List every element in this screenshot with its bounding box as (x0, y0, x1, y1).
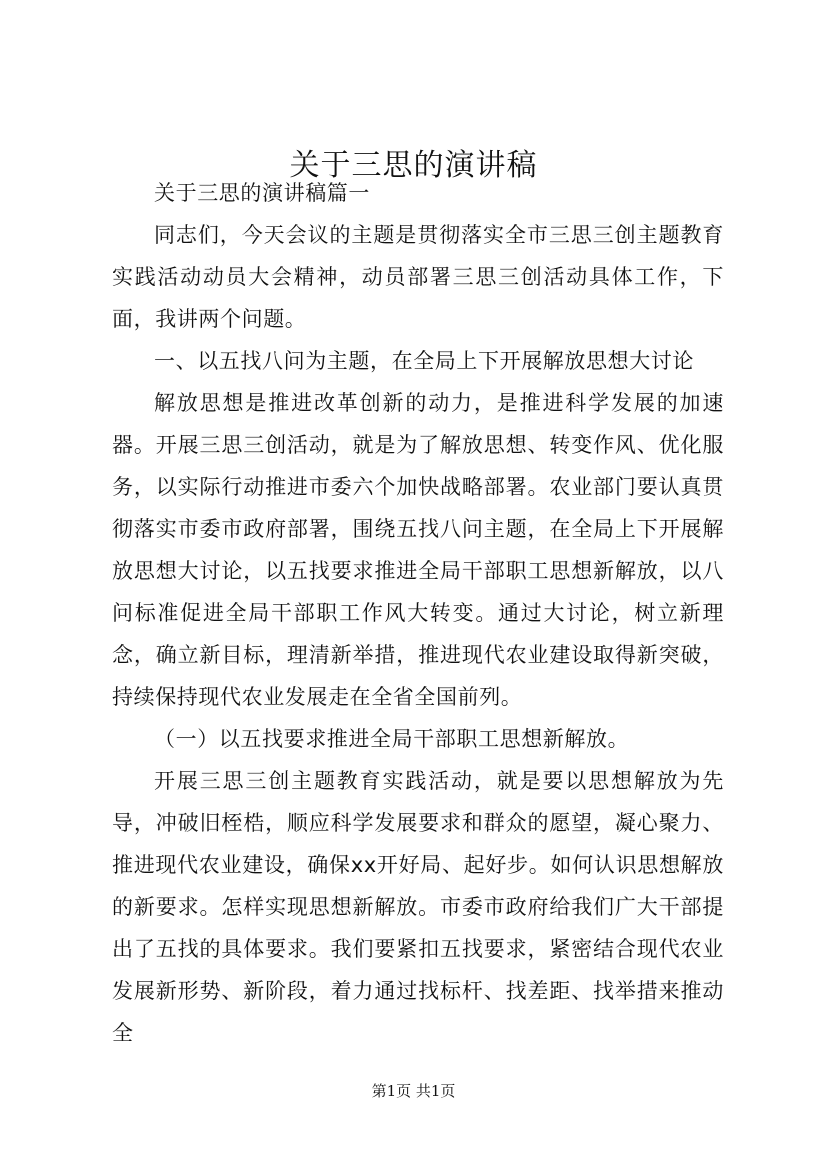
paragraph-2: 解放思想是推进改革创新的动力，是推进科学发展的加速器。开展三思三创活动，就是为了解放思想、转变作风、优化服务，以实际行动推进市委六个加快战略部署。农业部门要认真贯彻落实市委市政府部署，围绕五找八问主题，在全局上下开展解放思想大讨论，以五找要求推进全局干部职工思想新解放，以八问标准促进全局干部职工作风大转变。通过大讨论，树立新理念，确立新目标，理清新举措，推进现代农业建设取得新突破，持续保持现代农业发展走在全省全国前列。 (112, 391, 724, 709)
subheading-1: 一、以五找八问为主题，在全局上下开展解放思想大讨论 (154, 349, 694, 373)
paragraph-3: 开展三思三创主题教育实践活动，就是要以思想解放为先导，冲破旧桎梏，顺应科学发展要求和群众的愿望，凝心聚力、推进现代农业建设，确保xx开好局、起好步。如何认识思想解放的新要求。怎样实现思想新解放。市委市政府给我们广大干部提出了五找的具体要求。我们要紧扣五找要求，紧密结合现代农业发展新形势、新阶段，着力通过找标杆、找差距、找举措来推动全 (112, 769, 724, 1045)
subheading-2: （一）以五找要求推进全局干部职工思想新解放。 (154, 727, 630, 751)
document-body (112, 172, 724, 1054)
paragraph-1: 同志们，今天会议的主题是贯彻落实全市三思三创主题教育实践活动动员大会精神，动员部署三思三创活动具体工作，下面，我讲两个问题。 (112, 223, 724, 331)
document-title: 关于三思的演讲稿 (289, 148, 538, 183)
page-footer: 第1页 共1页 (371, 1082, 456, 1100)
section-heading: 关于三思的演讲稿篇一 (154, 181, 370, 205)
